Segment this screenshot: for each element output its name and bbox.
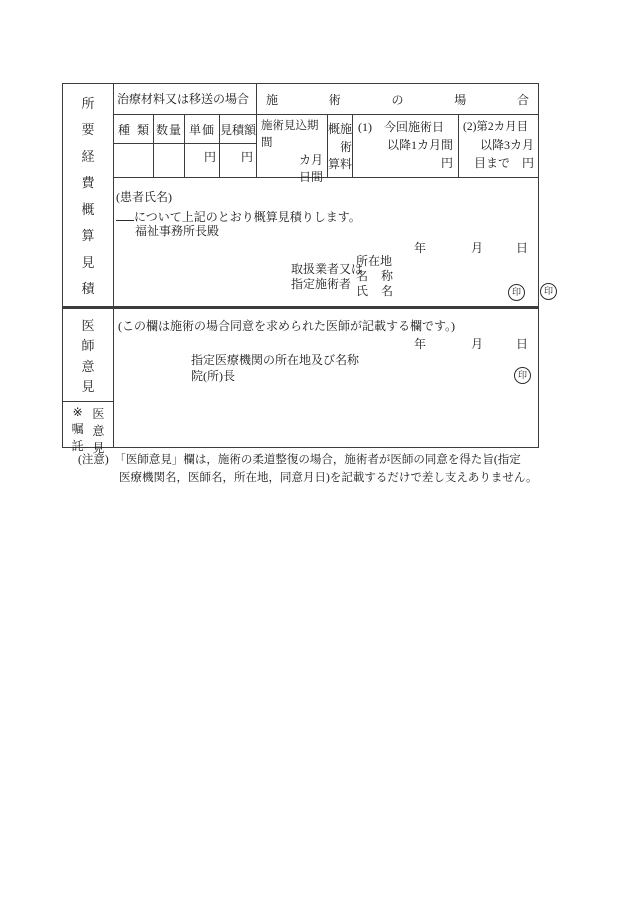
outer-seal-icon: 印 xyxy=(540,283,557,300)
column-header-quantity: 数量 xyxy=(154,115,185,144)
kind-value-cell xyxy=(114,144,154,178)
fee-first-line1: (1) 今回施術日 xyxy=(358,120,444,134)
commissioned-label-left: ※ 嘱 託 xyxy=(71,405,84,453)
form-table xyxy=(62,83,539,455)
signer-line1: 取扱業者又は xyxy=(291,262,364,276)
fee-first-line3: 円 xyxy=(440,156,453,170)
date-year-label: 年 xyxy=(414,241,427,255)
statement-text: について上記のとおり概算見積りします。 xyxy=(134,210,361,224)
approx-fee-label-cell xyxy=(328,115,353,178)
fee-first-month-cell xyxy=(353,115,459,178)
approx-fee-label-left: 概 算 xyxy=(328,122,341,171)
estimate-side-label: 所 要 経 費 概 算 見 積 xyxy=(63,84,114,306)
fee-second-month-cell xyxy=(459,115,538,178)
clinic-label: 指定医療機関の所在地及び名称 xyxy=(191,353,360,367)
seal-icon: 印 xyxy=(508,284,525,301)
statement-line xyxy=(116,208,361,224)
estimate-amount-yen-cell: 円 xyxy=(220,144,257,178)
patient-name-blank xyxy=(116,208,134,221)
footnote-line2: 医療機関名，医師名，所在地，同意月日)を記載するだけで差し支えありません。 xyxy=(119,472,538,484)
quantity-value-cell xyxy=(154,144,185,178)
doctor-opinion-cell xyxy=(114,309,538,402)
address-label: 所在地 xyxy=(356,254,393,268)
date-month-label: 月 xyxy=(471,241,484,255)
approx-fee-label-right: 施 術 料 xyxy=(340,122,353,171)
person-name-label: 氏 名 xyxy=(356,284,393,298)
period-line2: カ月 xyxy=(298,153,323,167)
fee-second-line1: (2)第2カ月目 xyxy=(463,121,529,133)
addressee: 福祉事務所長殿 xyxy=(135,224,220,238)
fee-second-line2: 以降3カ月 xyxy=(479,138,534,152)
procedure-period-cell xyxy=(257,115,328,184)
period-line3: 日間 xyxy=(298,170,323,184)
doctor-seal-icon: 印 xyxy=(514,367,531,384)
signer-line2: 指定施術者 xyxy=(291,277,352,291)
name-label: 名 称 xyxy=(356,269,393,283)
fee-first-line2: 以降1カ月間 xyxy=(386,138,453,152)
patient-name-label: (患者氏名) xyxy=(116,190,172,204)
doctor-date-year-label: 年 xyxy=(414,337,427,351)
column-header-kind: 種 類 xyxy=(114,115,154,144)
doctor-instruction: (この欄は施術の場合同意を求められた医師が記載する欄です。) xyxy=(118,319,456,333)
column-header-estimate-amount: 見積額 xyxy=(220,115,257,144)
doctor-date-day-label: 日 xyxy=(516,337,529,351)
doctor-side-label: 医 師 意 見 xyxy=(63,309,114,402)
date-day-label: 日 xyxy=(516,241,529,255)
commissioned-side-label xyxy=(63,402,114,455)
procedure-case-header: 施 術 の 場 合 xyxy=(257,84,538,115)
doctor-date-month-label: 月 xyxy=(471,337,484,351)
estimate-statement-cell xyxy=(114,178,538,306)
period-line1: 施術見込期間 xyxy=(261,120,319,149)
footnote-line1: (注意) 「医師意見」欄は，施術の柔道整復の場合，施術者が医師の同意を得た旨(指定 xyxy=(78,454,521,466)
commissioned-opinion-cell xyxy=(114,402,538,447)
column-header-unit-price: 単価 xyxy=(185,115,220,144)
material-case-header: 治療材料又は移送の場合 xyxy=(114,84,257,115)
unit-price-yen-cell: 円 xyxy=(185,144,220,178)
fee-second-line3: 目まで 円 xyxy=(473,156,534,170)
director-label: 院(所)長 xyxy=(191,369,235,383)
commissioned-label-right: 医 意 見 xyxy=(92,407,105,455)
